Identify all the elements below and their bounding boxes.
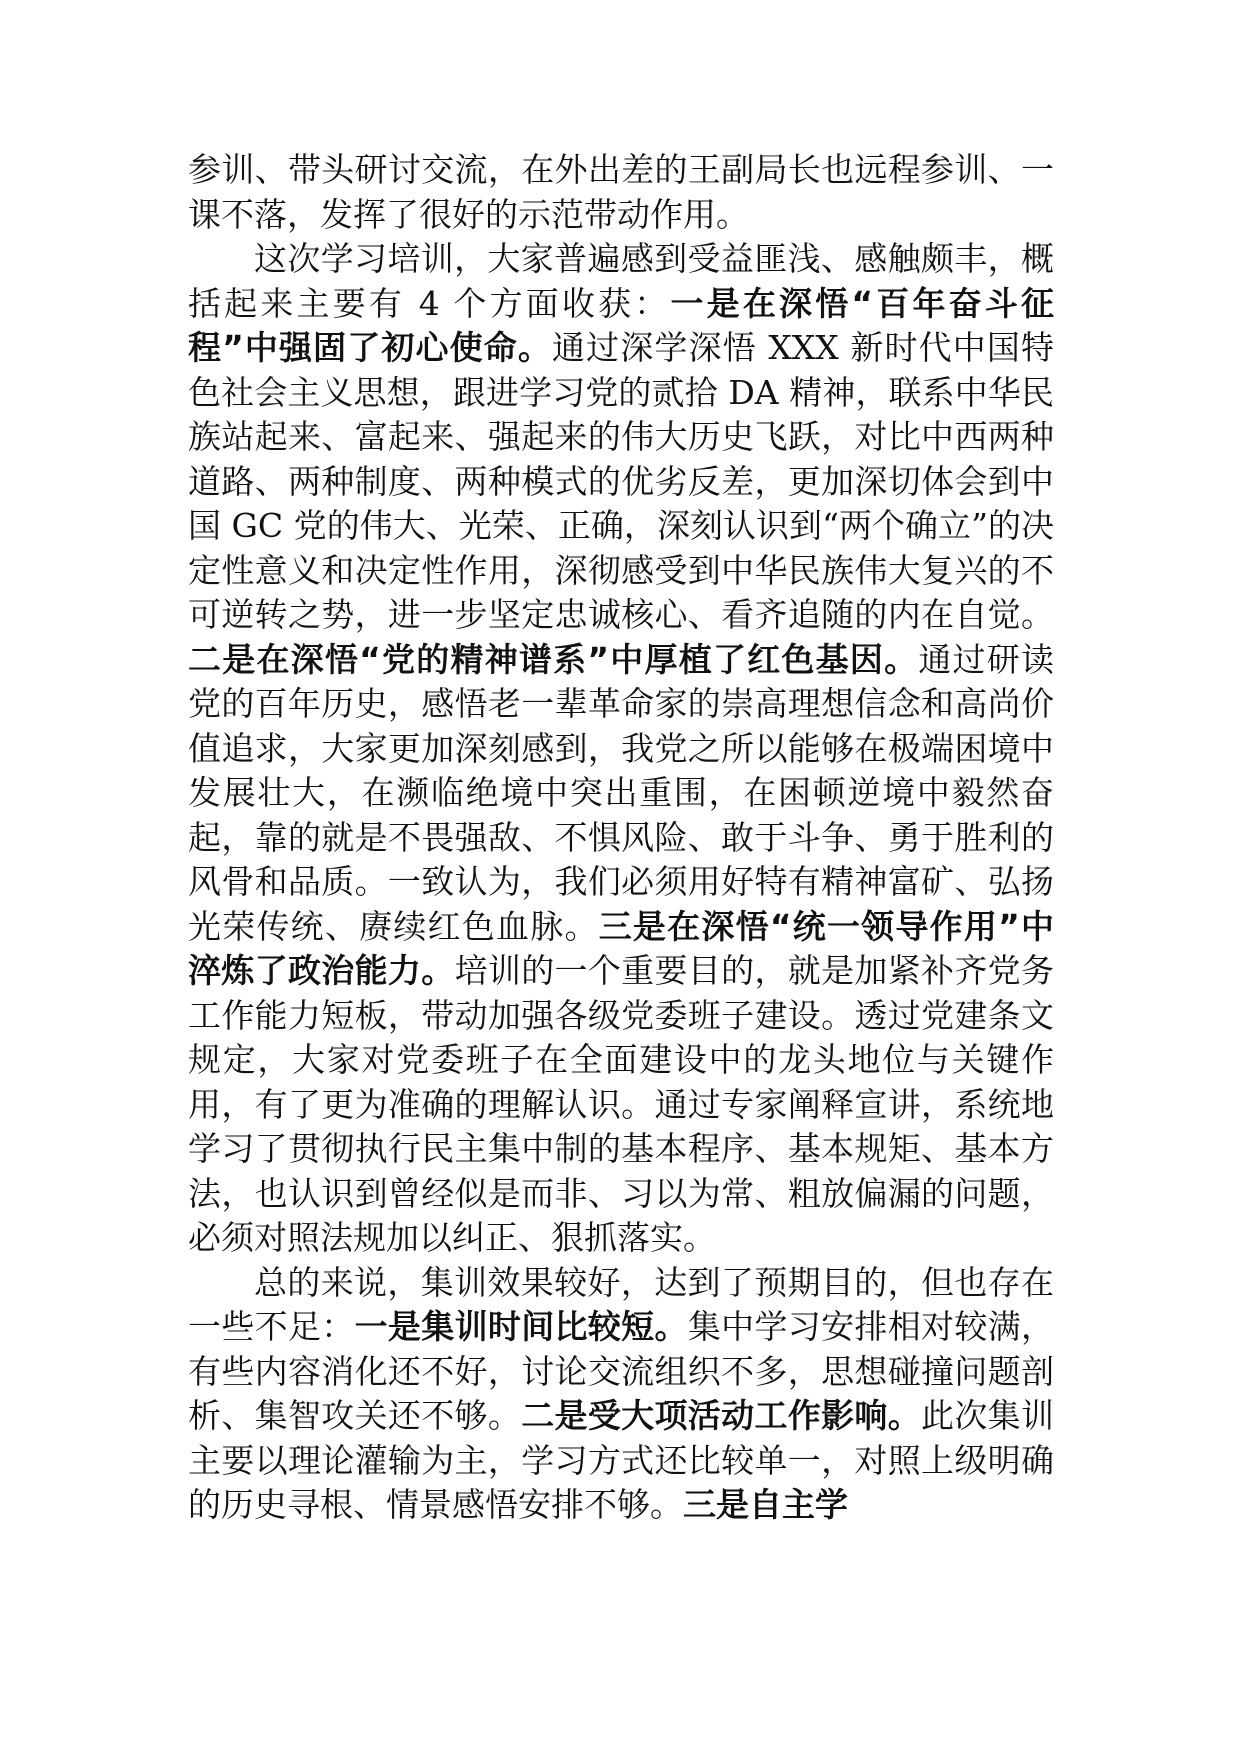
text-run: 集中学习安排相对较满，有些内容消化还不好，讨论交流组织不多，思想碰撞问题剖析、集智攻关还不够。	[188, 1307, 1055, 1435]
text-run: 通过研读党的百年历史，感悟老一辈革命家的崇高理想信念和高尚价值追求，大家更加深刻感到，我党之所以能够在极端困境中发展壮大，在濒临绝境中突出重围，在困顿逆境中毅然奋起，靠的就是不畏强敌、不惧风险、敢于斗争、勇于胜利的风骨和品质。一致认为，我们必须用好特有精神富矿、弘扬光荣传统、赓续红色血脉。	[188, 639, 1055, 946]
bold-heading-run: 三是自主学	[683, 1485, 848, 1524]
bold-heading-run: 三是在深悟“统一领导作用”中淬炼了政治能力。	[188, 906, 1054, 990]
text-run: 此次集训主要以理论灌输为主，学习方式还比较单一，对照上级明确的历史寻根、情景感悟安排不够。	[188, 1396, 1055, 1524]
text-run: 这次学习培训，大家普遍感到受益匪浅、感触颇丰，概括起来主要有 4 个方面收获：	[188, 239, 1054, 323]
paragraph-3	[188, 1261, 1054, 1528]
text-run: 总的来说，集训效果较好，达到了预期目的，但也存在一些不足：	[188, 1262, 1054, 1346]
text-run: 通过深学深悟 XXX 新时代中国特色社会主义思想，跟进学习党的贰拾 DA 精神，联系中华民族站起来、富起来、强起来的伟大历史飞跃，对比中西两种道路、两种制度、两种模式的优劣反差，更加深切体会到中国 GC 党的伟大、光荣、正确，深刻认识到“两个确立”的决定性意义和决定性作用，深彻感受到中华民族伟大复兴的不可逆转之势，进一步坚定忠诚核心、看齐追随的内在自觉。	[188, 328, 1054, 634]
paragraph-1	[188, 148, 1054, 237]
bold-heading-run: 二是在深悟“党的精神谱系”中厚植了红色基因。	[188, 639, 919, 679]
paragraph-2	[188, 237, 1054, 1261]
text-run: 参训、带头研讨交流，在外出差的王副局长也远程参训、一课不落，发挥了很好的示范带动作用。	[188, 150, 1054, 234]
document-body	[188, 148, 1054, 1528]
bold-heading-run: 一是集训时间比较短。	[354, 1307, 688, 1346]
bold-heading-run: 二是受大项活动工作影响。	[521, 1396, 922, 1435]
text-run: 培训的一个重要目的，就是加紧补齐党务工作能力短板，带动加强各级党委班子建设。透过党建条文规定，大家对党委班子在全面建设中的龙头地位与关键作用，有了更为准确的理解认识。通过专家阐释宣讲，系统地学习了贯彻执行民主集中制的基本程序、基本规矩、基本方法，也认识到曾经似是而非、习以为常、粗放偏漏的问题，必须对照法规加以纠正、狠抓落实。	[188, 951, 1055, 1257]
bold-heading-run: 一是在深悟“百年奋斗征程”中强固了初心使命。	[188, 283, 1054, 367]
